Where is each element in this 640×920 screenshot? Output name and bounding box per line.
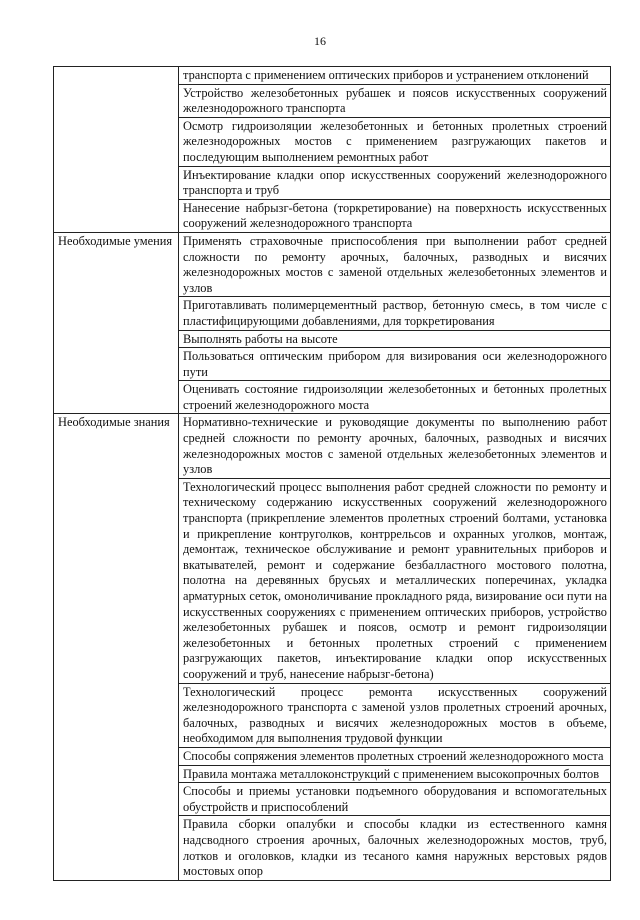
table-cell: Нормативно-технические и руководящие документы по выполнению работ средней сложности по ремонту арочных, балочных, разводных и висячих железнодорожных мостов с заменой отдельных железобетонных элементов и узлов [179, 414, 611, 478]
table-cell: Приготавливать полимерцементный раствор, бетонную смесь, в том числе с пластифицирующими добавлениями, для торкретирования [179, 297, 611, 330]
table-cell: Выполнять работы на высоте [179, 330, 611, 348]
section-label-empty [54, 67, 179, 233]
table-cell: Технологический процесс выполнения работ средней сложности по ремонту и техническому содержанию искусственных сооружений железнодорожного транспорта (прикрепление элементов пролетных строений болтами, установка и прикрепление контруголков, контррельсов и охранных уголков, монтаж, демонтаж, техническое обслуживание и ремонт уравнительных приборов и вкатывателей, ремонт и содержание безбалластного мостового полотна, полотна на деревянных брусьях и металлических поперечинах, укладка арматурных сеток, омоноличивание прокладного ряда, визирование оси пути на искусственных сооружениях с применением оптических приборов, устройство железобетонных рубашек и поясов, осмотр и ремонт гидроизоляции железобетонных и бетонных пролетных строений с применением разгружающих пакетов, инъектирование кладки опор искусственных сооружений и труб, нанесение набрызг-бетона) [179, 478, 611, 683]
table-cell: Оценивать состояние гидроизоляции железобетонных и бетонных пролетных строений железнодорожного моста [179, 381, 611, 414]
table-cell: Инъектирование кладки опор искусственных сооружений железнодорожного транспорта и труб [179, 166, 611, 199]
table-row [54, 232, 611, 296]
table-row [54, 414, 611, 478]
requirements-table [53, 66, 611, 881]
table-row [54, 67, 611, 85]
section-label-skills: Необходимые умения [54, 232, 179, 414]
table-cell: Применять страховочные приспособления при выполнении работ средней сложности по ремонту арочных, балочных, разводных и висячих железнодорожных мостов с заменой отдельных железобетонных элементов и узлов [179, 232, 611, 296]
table-cell: Устройство железобетонных рубашек и поясов искусственных сооружений железнодорожного транспорта [179, 84, 611, 117]
table-cell: Способы сопряжения элементов пролетных строений железнодорожного моста [179, 747, 611, 765]
table-cell: Правила монтажа металлоконструкций с применением высокопрочных болтов [179, 765, 611, 783]
section-label-knowledge: Необходимые знания [54, 414, 179, 880]
table-cell: Нанесение набрызг-бетона (торкретирование) на поверхность искусственных сооружений железнодорожного транспорта [179, 199, 611, 232]
table-cell: Технологический процесс ремонта искусственных сооружений железнодорожного транспорта с заменой узлов пролетных строений арочных, балочных, разводных и висячих железнодорожных мостов в объеме, необходимом для выполнения трудовой функции [179, 683, 611, 747]
table-cell: Осмотр гидроизоляции железобетонных и бетонных пролетных строений железнодорожных мостов с применением разгружающих пакетов и последующим выполнением ремонтных работ [179, 117, 611, 166]
table-cell: Правила сборки опалубки и способы кладки из естественного камня надсводного строения арочных, балочных железнодорожных мостов, труб, лотков и оголовков, кладки из тесаного камня наружных верстовых рядов мостовых опор [179, 816, 611, 880]
table-cell: Пользоваться оптическим прибором для визирования оси железнодорожного пути [179, 348, 611, 381]
table-cell: Способы и приемы установки подъемного оборудования и вспомогательных обустройств и приспособлений [179, 783, 611, 816]
page-number: 16 [314, 34, 326, 48]
table-cell: транспорта с применением оптических приборов и устранением отклонений [179, 67, 611, 85]
